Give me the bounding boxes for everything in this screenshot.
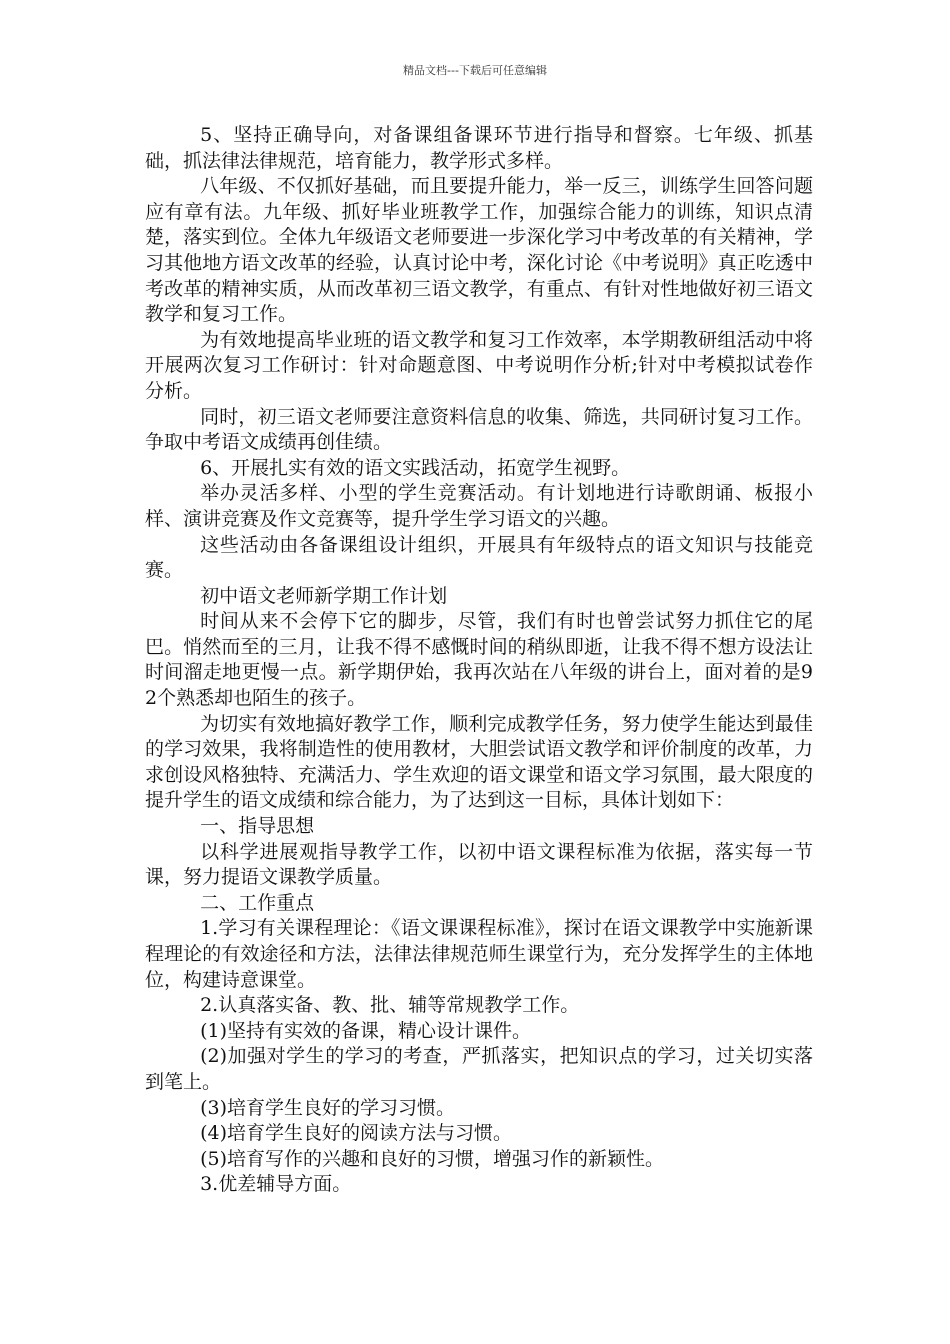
- list-item: (2)加强对学生的学习的考查，严抓落实，把知识点的学习，过关切实落到笔上。: [145, 1045, 813, 1093]
- page-header: 精品文档---下载后可任意编辑: [403, 64, 547, 77]
- paragraph: 3.优差辅导方面。: [200, 1173, 352, 1196]
- list-item: (5)培育写作的兴趣和良好的习惯，增强习作的新颖性。: [200, 1147, 665, 1170]
- paragraph: 6、开展扎实有效的语文实践活动，拓宽学生视野。: [200, 456, 631, 479]
- paragraph: 以科学进展观指导教学工作，以初中语文课程标准为依据，落实每一节课，努力提语文课教学质量。: [145, 840, 813, 889]
- section-heading: 二、工作重点: [200, 891, 315, 914]
- paragraph: 5、坚持正确导向，对备课组备课环节进行指导和督察。七年级、抓基础，抓法律法律规范，培育能力，教学形式多样。: [145, 124, 813, 172]
- paragraph: 同时，初三语文老师要注意资料信息的收集、筛选，共同研讨复习工作。争取中考语文成绩再创佳绩。: [145, 405, 813, 454]
- paragraph: 这些活动由各备课组设计组织，开展具有年级特点的语文知识与技能竞赛。: [145, 533, 813, 582]
- list-item: (3)培育学生良好的学习习惯。: [200, 1096, 456, 1119]
- paragraph: 1.学习有关课程理论：《语文课课程标准》，探讨在语文课教学中实施新课程理论的有效途径和方法，法律法律规范师生课堂行为，充分发挥学生的主体地位，构建诗意课堂。: [145, 917, 813, 991]
- paragraph: 举办灵活多样、小型的学生竞赛活动。有计划地进行诗歌朗诵、板报小样、演讲竞赛及作文竞赛等，提升学生学习语文的兴趣。: [145, 482, 813, 530]
- paragraph: 为有效地提高毕业班的语文教学和复习工作效率，本学期教研组活动中将开展两次复习工作研讨：针对命题意图、中考说明作分析;针对中考模拟试卷作分析。: [145, 328, 813, 402]
- section-heading: 一、指导思想: [200, 815, 315, 838]
- paragraph: 八年级、不仅抓好基础，而且要提升能力，举一反三，训练学生回答问题应有章有法。九年级、抓好毕业班教学工作，加强综合能力的训练，知识点清楚，落实到位。全体九年级语文老师要进一步深化学习中考改革的有关精神，学习其他地方语文改革的经验，认真讨论中考，深化讨论《中考说明》真正吃透中考改革的精神实质，从而改革初三语文教学，有重点、有针对性地做好初三语文教学和复习工作。: [145, 175, 813, 326]
- list-item: (1)坚持有实效的备课，精心设计课件。: [200, 1019, 532, 1042]
- section-title: 初中语文老师新学期工作计划: [200, 584, 448, 607]
- paragraph: 为切实有效地搞好教学工作，顺利完成教学任务，努力使学生能达到最佳的学习效果，我将制造性的使用教材，大胆尝试语文教学和评价制度的改革，力求创设风格独特、充满活力、学生欢迎的语文课堂和语文学习氛围，最大限度的提升学生的语文成绩和综合能力，为了达到这一目标，具体计划如下：: [145, 712, 813, 812]
- list-item: (4)培育学生良好的阅读方法与习惯。: [200, 1122, 513, 1145]
- paragraph: 2.认真落实备、教、批、辅等常规教学工作。: [200, 994, 580, 1017]
- document-body: [145, 123, 813, 1198]
- paragraph: 时间从来不会停下它的脚步，尽管，我们有时也曾尝试努力抓住它的尾巴。悄然而至的三月，让我不得不感慨时间的稍纵即逝，让我不得不想方设法让时间溜走地更慢一点。新学期伊始，我再次站在八年级的讲台上，面对着的是92个熟悉却也陌生的孩子。: [145, 610, 813, 710]
